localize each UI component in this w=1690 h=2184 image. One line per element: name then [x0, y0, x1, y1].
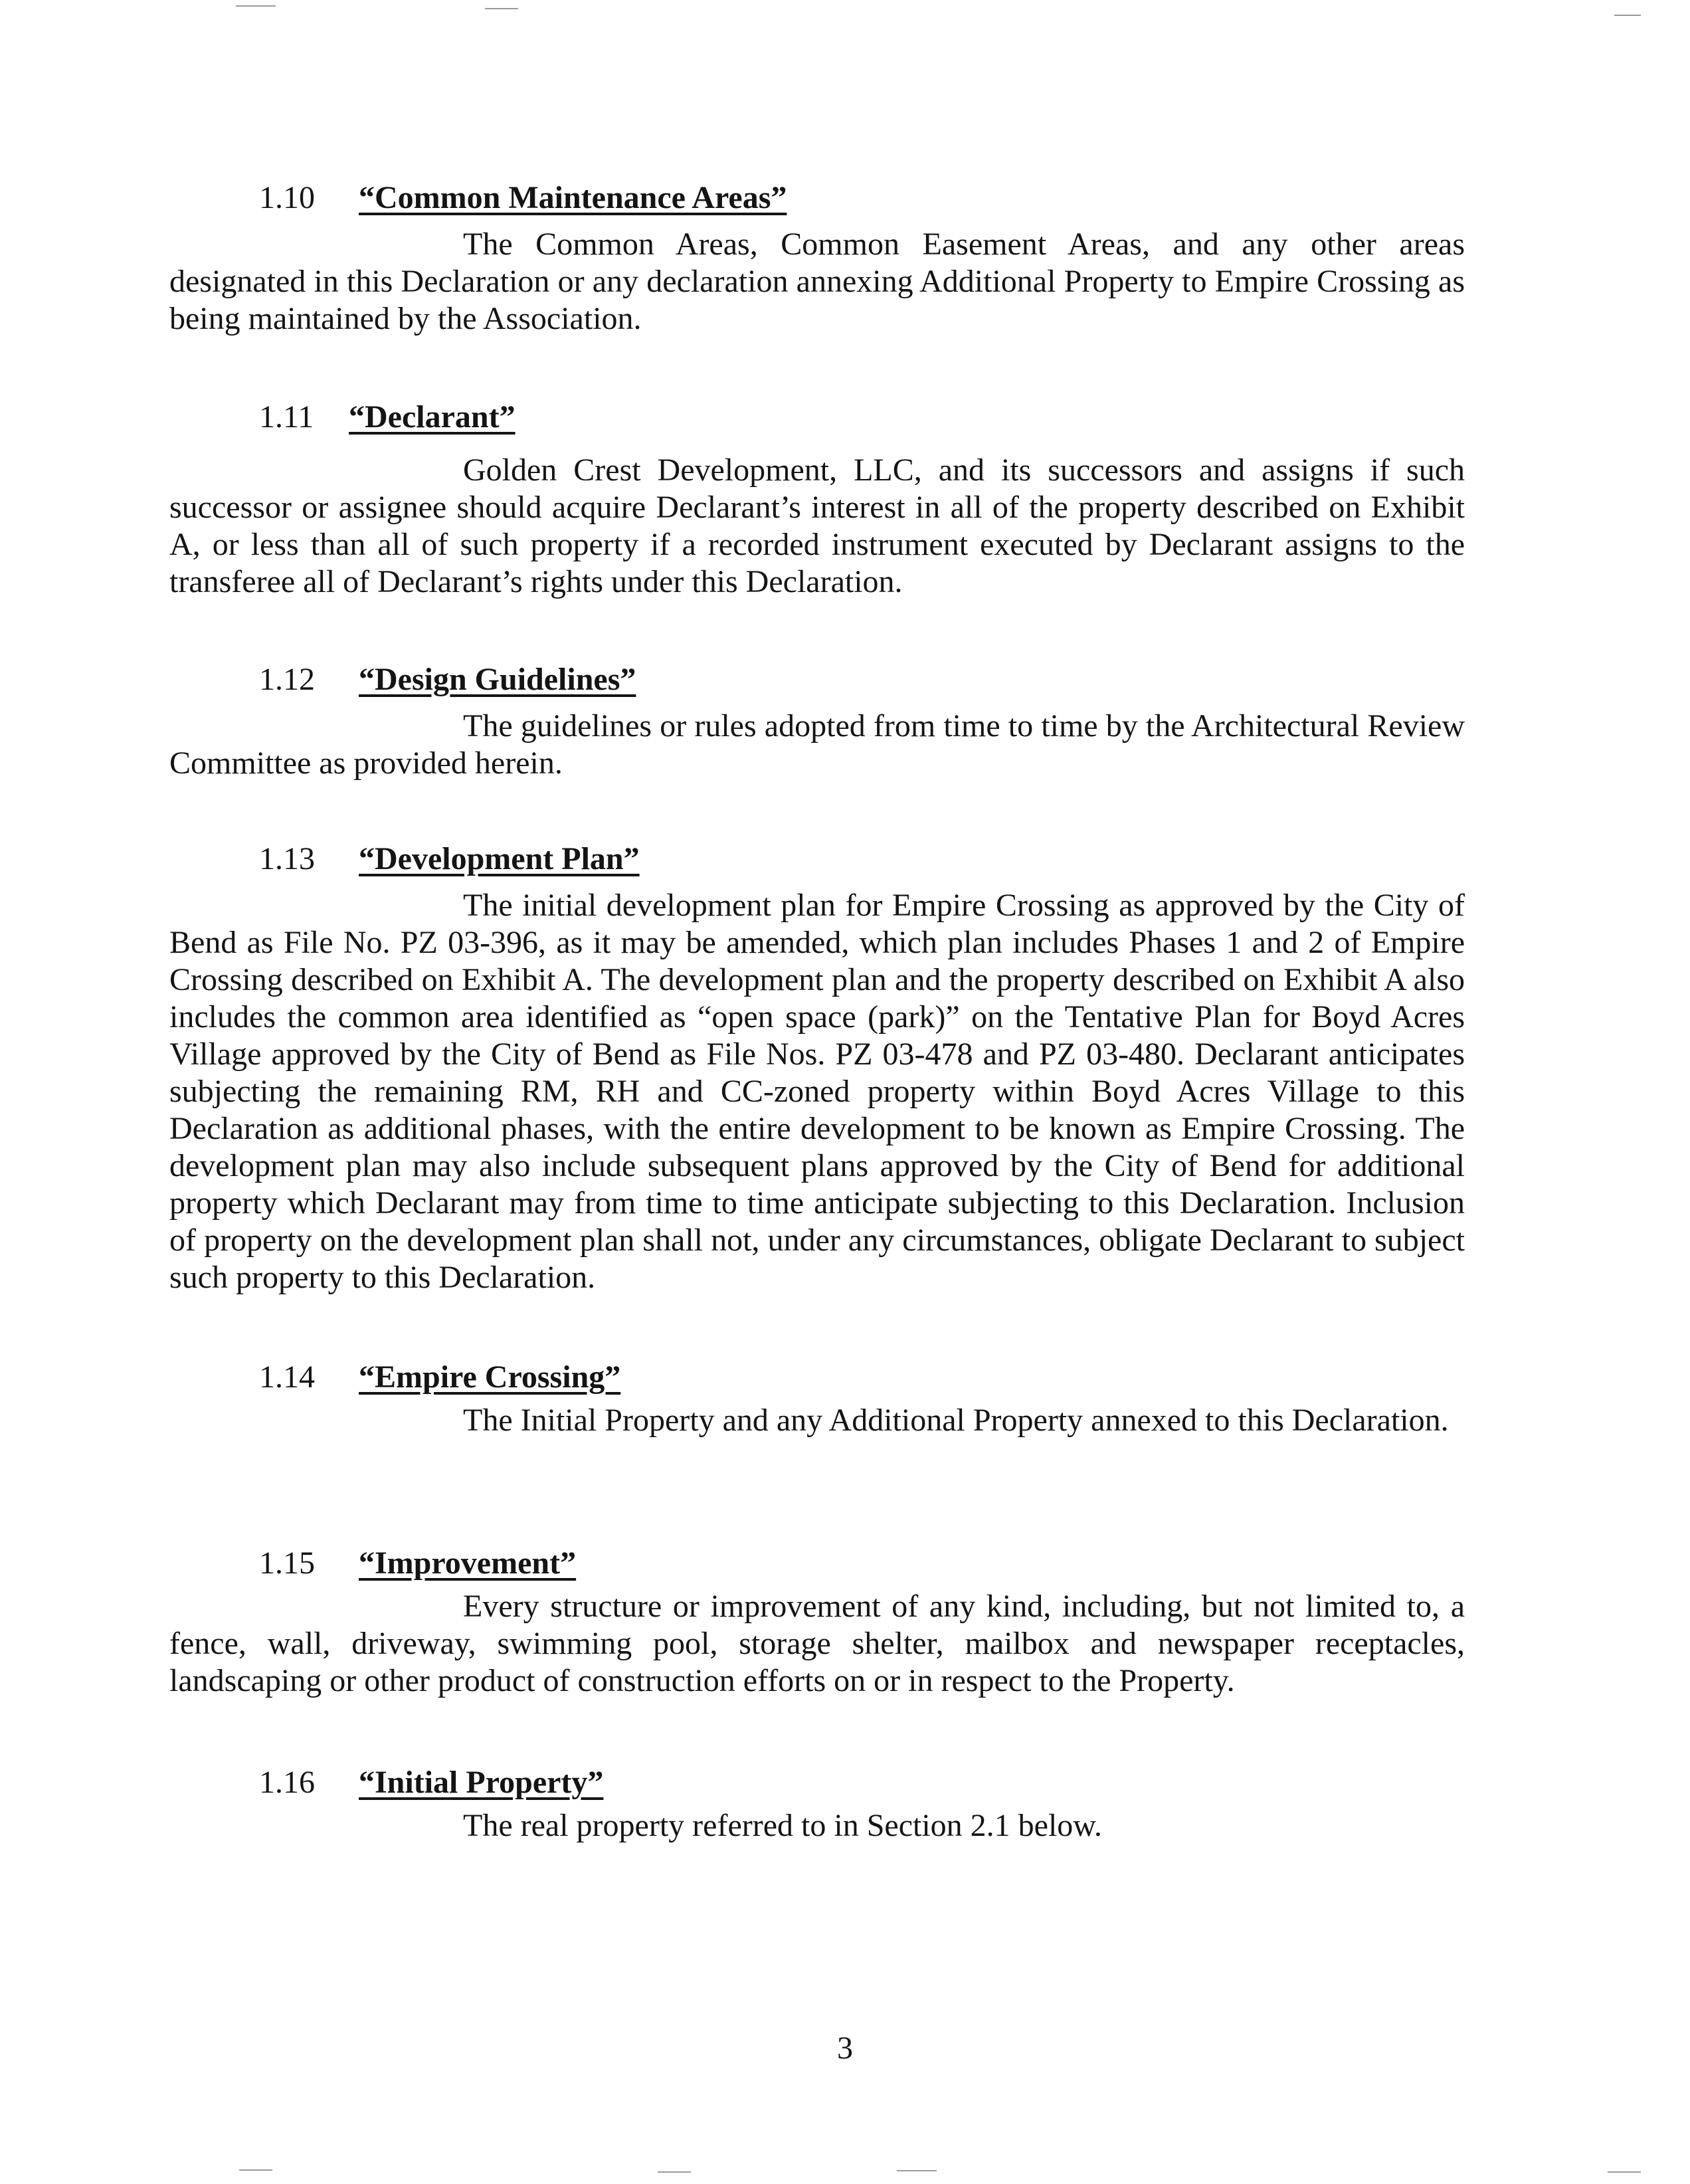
section-title: “Design Guidelines” — [359, 662, 636, 697]
section-text: The Common Areas, Common Easement Areas, and any other areas designated in this Declaration or any declaration annexing Additional Property to Empire Crossing as being maintained by the Association. — [169, 227, 1465, 336]
section-number: 1.12 — [259, 662, 315, 697]
scan-edge-mark — [485, 8, 518, 9]
section-text: Golden Crest Development, LLC, and its successors and assigns if such successor or assignee should acquire Declarant’s interest in all of the property described on Exhibit A, or less than all of such property if a recorded instrument executed by Declarant assigns to the transferee all of Declarant’s rights under this Declaration. — [169, 452, 1465, 599]
section-text: The guidelines or rules adopted from time to time by the Architectural Review Committee as provided herein. — [169, 708, 1465, 781]
section-title: “Empire Crossing” — [359, 1359, 621, 1395]
section-number: 1.15 — [259, 1545, 315, 1581]
section-number: 1.16 — [259, 1765, 315, 1800]
section-title: “Common Maintenance Areas” — [359, 180, 787, 215]
section-number: 1.14 — [259, 1359, 315, 1395]
section-title: “Initial Property” — [359, 1765, 604, 1800]
section-text: The Initial Property and any Additional Property annexed to this Declaration. — [463, 1403, 1449, 1438]
section-number: 1.13 — [259, 841, 315, 876]
section-title: “Declarant” — [349, 399, 516, 435]
section-text: The real property referred to in Section 2.1 below. — [463, 1808, 1102, 1843]
page-number: 3 — [837, 2031, 853, 2066]
section-text: Every structure or improvement of any kind, including, but not limited to, a fence, wall, driveway, swimming pool, storage shelter, mailbox and newspaper receptacles, landscaping or other product of construction efforts on or in respect to the Property. — [169, 1589, 1465, 1698]
section-number: 1.10 — [259, 180, 315, 215]
scan-edge-mark — [1614, 15, 1641, 16]
scan-edge-mark — [239, 2169, 272, 2171]
scan-edge-mark — [1608, 2171, 1641, 2173]
section-text: The initial development plan for Empire Crossing as approved by the City of Bend as File No. PZ 03-396, as it may be amended, which plan includes Phases 1 and 2 of Empire Crossing described on Exhibit A. The development plan and the property described on Exhibit A also includes the common area identified as “open space (park)” on the Tentative Plan for Boyd Acres Village approved by the City of Bend as File Nos. PZ 03-478 and PZ 03-480. Declarant anticipates subjecting the remaining RM, RH and CC-zoned property within Boyd Acres Village to this Declaration as additional phases, with the entire development to be known as Empire Crossing. The development plan may also include subsequent plans approved by the City of Bend for additional property which Declarant may from time to time anticipate subjecting to this Declaration. Inclusion of property on the development plan shall not, under any circumstances, obligate Declarant to subject such property to this Declaration. — [169, 888, 1465, 1295]
scan-edge-mark — [658, 2171, 691, 2173]
section-title: “Improvement” — [359, 1545, 577, 1581]
section-title: “Development Plan” — [359, 841, 640, 876]
scan-edge-mark — [236, 5, 276, 7]
scan-edge-mark — [897, 2170, 937, 2171]
section-number: 1.11 — [259, 399, 314, 435]
